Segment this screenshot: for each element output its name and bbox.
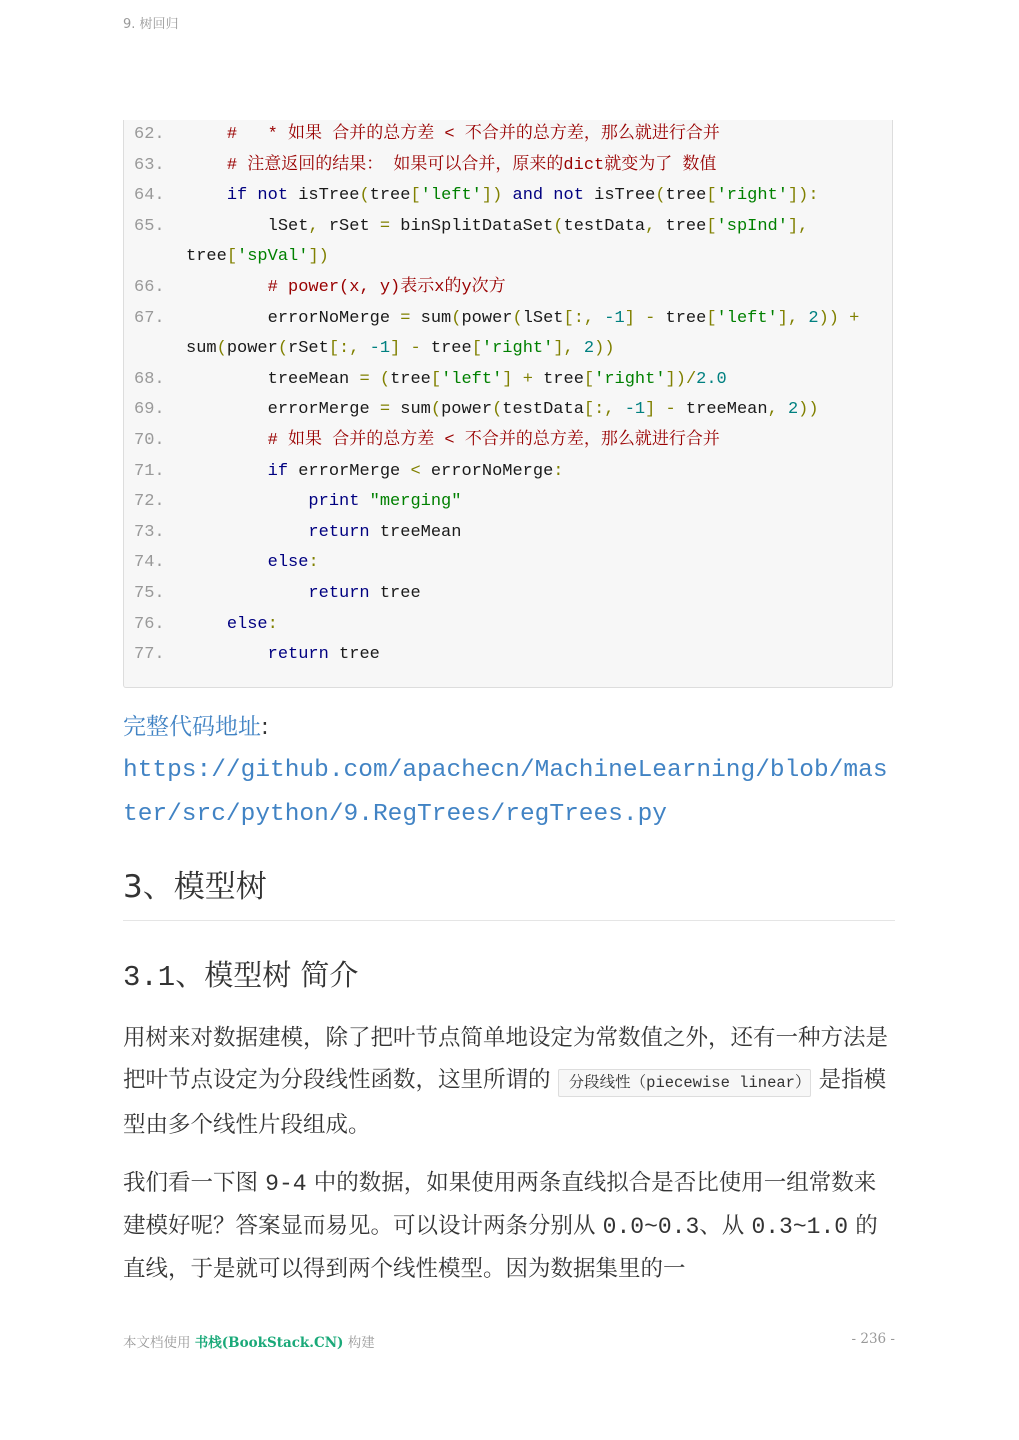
paragraph-model-tree-intro xyxy=(123,1017,895,1146)
code-token: sum xyxy=(186,339,217,359)
code-token: power xyxy=(461,308,513,328)
code-token: else xyxy=(226,614,268,634)
code-token: - xyxy=(400,339,421,359)
code-token: sum xyxy=(390,400,431,420)
code-token: , xyxy=(645,216,656,236)
code-token: : xyxy=(553,461,564,481)
code-token: [ xyxy=(583,369,595,389)
code-token: - xyxy=(655,400,676,420)
code-token: errorNoMerge xyxy=(267,308,401,328)
code-token: ] xyxy=(624,308,635,328)
code-line xyxy=(134,120,888,151)
code-line xyxy=(134,487,888,518)
line-number: 75. xyxy=(134,584,165,603)
code-line xyxy=(134,212,888,273)
code-token: )) xyxy=(594,339,615,359)
code-line xyxy=(134,610,888,641)
code-line xyxy=(134,426,888,457)
paragraph-text: 中的数据，如果使用两条直线拟合是否比使用一组常数来建模好呢？答案显而易见。可以设计两条分别从 xyxy=(123,1170,877,1239)
code-token: ( xyxy=(369,369,391,389)
code-token: = xyxy=(379,216,391,236)
footer-brand-link[interactable]: 书栈(BookStack.CN) xyxy=(194,1335,344,1351)
line-number: 74. xyxy=(134,553,165,573)
code-token: [ xyxy=(430,369,442,389)
code-token: power xyxy=(226,339,278,359)
code-token: = xyxy=(400,308,411,328)
code-token: [:, xyxy=(328,339,360,359)
line-number: 64. xyxy=(134,186,165,206)
code-token: power xyxy=(441,400,493,420)
code-token: )) xyxy=(818,308,839,328)
line-number: 73. xyxy=(134,522,165,542)
code-token: ( xyxy=(359,186,370,206)
paragraph-text: 、从 xyxy=(699,1213,752,1239)
code-token: if not xyxy=(226,186,289,206)
code-token: 'right' xyxy=(481,339,554,359)
code-token: ])/ xyxy=(665,369,697,389)
code-token: + xyxy=(838,308,860,328)
code-token: + xyxy=(512,369,533,389)
code-token: [:, xyxy=(583,400,615,420)
section-heading: 3、模型树 xyxy=(123,862,895,921)
paragraph-text: 的直线，于是就可以得到两个线性模型。因为数据集里的一 xyxy=(123,1213,878,1282)
subsection-heading xyxy=(123,950,895,1003)
code-token: ] xyxy=(390,339,401,359)
code-token: = xyxy=(379,400,391,420)
code-token: return xyxy=(308,584,370,603)
page-number: - 236 - xyxy=(851,1331,895,1347)
paragraph-figure-discussion xyxy=(123,1162,895,1290)
code-token: ( xyxy=(277,339,289,359)
code-line xyxy=(134,304,888,365)
code-line xyxy=(134,181,888,212)
code-token: rSet xyxy=(288,339,329,359)
code-token: : xyxy=(267,614,278,634)
code-token: -1 xyxy=(594,308,625,328)
code-token: tree xyxy=(186,247,227,267)
code-token: tree xyxy=(328,645,380,665)
code-token: tree xyxy=(420,339,472,359)
code-line xyxy=(134,548,888,579)
code-token: errorNoMerge xyxy=(420,461,554,481)
code-token: tree xyxy=(369,186,411,206)
paragraph-text: 我们看一下图 xyxy=(123,1170,266,1196)
code-token: 2.0 xyxy=(696,369,727,389)
code-token: isTree xyxy=(583,186,656,206)
footer-prefix: 本文档使用 xyxy=(123,1335,195,1351)
code-token: rSet xyxy=(318,216,380,236)
paragraph-text: 是指模型由多个线性片段组成。 xyxy=(123,1067,887,1138)
code-token: # 如果 合并的总方差 < 不合并的总方差，那么就进行合并 xyxy=(267,431,720,450)
code-token: [ xyxy=(471,339,482,359)
code-token: ( xyxy=(216,339,227,359)
code-token: treeMean xyxy=(267,369,360,389)
code-token: treeMean xyxy=(369,522,462,542)
code-token: ], xyxy=(553,339,574,359)
code-token: return xyxy=(267,645,329,665)
line-number: 72. xyxy=(134,492,165,512)
footer-suffix: 构建 xyxy=(343,1335,375,1351)
code-token: print xyxy=(308,492,360,512)
code-token: )) xyxy=(798,400,819,420)
subsection-number: 3.1 xyxy=(123,961,176,994)
source-link-colon: : xyxy=(261,714,269,740)
code-token: ( xyxy=(492,400,503,420)
code-token: tree xyxy=(390,369,431,389)
code-token: 2 xyxy=(573,339,595,359)
code-token: ], xyxy=(787,216,809,236)
line-number: 71. xyxy=(134,461,165,481)
code-line xyxy=(134,365,888,396)
range-value: 0.0~0.3 xyxy=(602,1214,700,1240)
code-token: ( xyxy=(553,216,564,236)
code-token: lSet xyxy=(267,216,309,236)
figure-reference: 9-4 xyxy=(265,1171,307,1197)
code-token: ]): xyxy=(787,186,819,206)
code-token: if xyxy=(267,461,289,481)
code-token: return xyxy=(308,522,370,542)
code-token: and not xyxy=(502,186,584,206)
code-line xyxy=(134,395,888,426)
code-token: ]) xyxy=(481,186,503,206)
code-token: isTree xyxy=(288,186,360,206)
code-token: 2 xyxy=(777,400,799,420)
code-token: # power(x, y)表示x的y次方 xyxy=(267,278,506,297)
code-token: else xyxy=(267,553,309,573)
code-continuation xyxy=(134,334,888,365)
code-token: ( xyxy=(512,308,523,328)
code-token: [ xyxy=(226,247,238,267)
code-token: ], xyxy=(777,308,799,328)
code-token: tree xyxy=(665,186,707,206)
code-block xyxy=(123,120,893,688)
code-token: errorMerge xyxy=(288,461,411,481)
source-link-label[interactable]: 完整代码地址 xyxy=(123,714,261,740)
code-token: tree xyxy=(369,584,421,603)
code-token: [ xyxy=(706,308,717,328)
code-token: 'spInd' xyxy=(716,216,788,236)
code-token: treeMean xyxy=(675,400,768,420)
code-token: ( xyxy=(451,308,462,328)
line-number: 67. xyxy=(134,308,165,328)
code-token: [ xyxy=(706,216,717,236)
running-header: 9. 树回归 xyxy=(123,17,179,32)
code-token: 2 xyxy=(798,308,819,328)
range-value: 0.3~1.0 xyxy=(751,1214,849,1240)
code-token: [ xyxy=(410,186,421,206)
code-token: -1 xyxy=(359,339,391,359)
line-number: 66. xyxy=(134,278,165,297)
code-line xyxy=(134,640,888,671)
code-token: ] xyxy=(502,369,513,389)
paragraph-text: 用树来对数据建模，除了把叶节点简单地设定为常数值之外，还有一种方法是把叶节点设定为分段线性函数，这里所谓的 xyxy=(123,1025,889,1093)
code-token: < xyxy=(410,461,421,481)
line-number: 63. xyxy=(134,155,165,175)
code-token: # * 如果 合并的总方差 < 不合并的总方差，那么就进行合并 xyxy=(226,125,720,144)
code-token: , xyxy=(308,216,319,236)
code-token: # 注意返回的结果： 如果可以合并，原来的dict就变为了 数值 xyxy=(226,155,717,175)
code-token: testData xyxy=(502,400,584,420)
code-token: ] xyxy=(645,400,656,420)
line-number: 77. xyxy=(134,645,165,665)
code-token: ( xyxy=(655,186,666,206)
line-number: 76. xyxy=(134,614,165,634)
code-token: tree xyxy=(655,216,707,236)
code-token: - xyxy=(634,308,656,328)
code-token: tree xyxy=(655,308,707,328)
code-line xyxy=(134,579,888,610)
subsection-title: 、模型树 简介 xyxy=(175,958,359,992)
code-line xyxy=(134,151,888,182)
code-token: sum xyxy=(410,308,452,328)
code-token: ]) xyxy=(308,247,329,267)
code-continuation xyxy=(134,242,888,273)
line-number: 62. xyxy=(134,125,165,144)
code-token: binSplitDataSet xyxy=(390,216,554,236)
line-number: 65. xyxy=(134,216,165,236)
code-token: 'left' xyxy=(441,369,503,389)
line-number: 70. xyxy=(134,431,165,450)
line-number: 68. xyxy=(134,369,165,389)
inline-code-piecewise-linear: 分段线性（piecewise linear） xyxy=(558,1069,812,1097)
source-link-paragraph xyxy=(123,706,895,836)
code-token: -1 xyxy=(614,400,646,420)
code-token: 'left' xyxy=(420,186,482,206)
running-footer xyxy=(123,1331,895,1351)
code-line xyxy=(134,457,888,488)
code-token: = xyxy=(359,369,370,389)
code-token: [:, xyxy=(563,308,595,328)
code-line xyxy=(134,273,888,304)
code-token: lSet xyxy=(522,308,564,328)
code-token: [ xyxy=(706,186,717,206)
code-token: tree xyxy=(532,369,584,389)
code-token: 'right' xyxy=(716,186,788,206)
code-line xyxy=(134,518,888,549)
code-token: : xyxy=(308,553,319,573)
code-token: 'right' xyxy=(594,369,666,389)
code-token: "merging" xyxy=(359,492,462,512)
code-token: testData xyxy=(563,216,646,236)
source-link-url[interactable]: https://github.com/apachecn/MachineLearning/blob/master/src/python/9.RegTrees/regTrees.py xyxy=(123,757,888,828)
code-token: ( xyxy=(430,400,442,420)
code-token: , xyxy=(767,400,778,420)
line-number: 69. xyxy=(134,400,165,420)
code-token: 'spVal' xyxy=(237,247,309,267)
code-token: 'left' xyxy=(716,308,778,328)
code-token: errorMerge xyxy=(267,400,380,420)
